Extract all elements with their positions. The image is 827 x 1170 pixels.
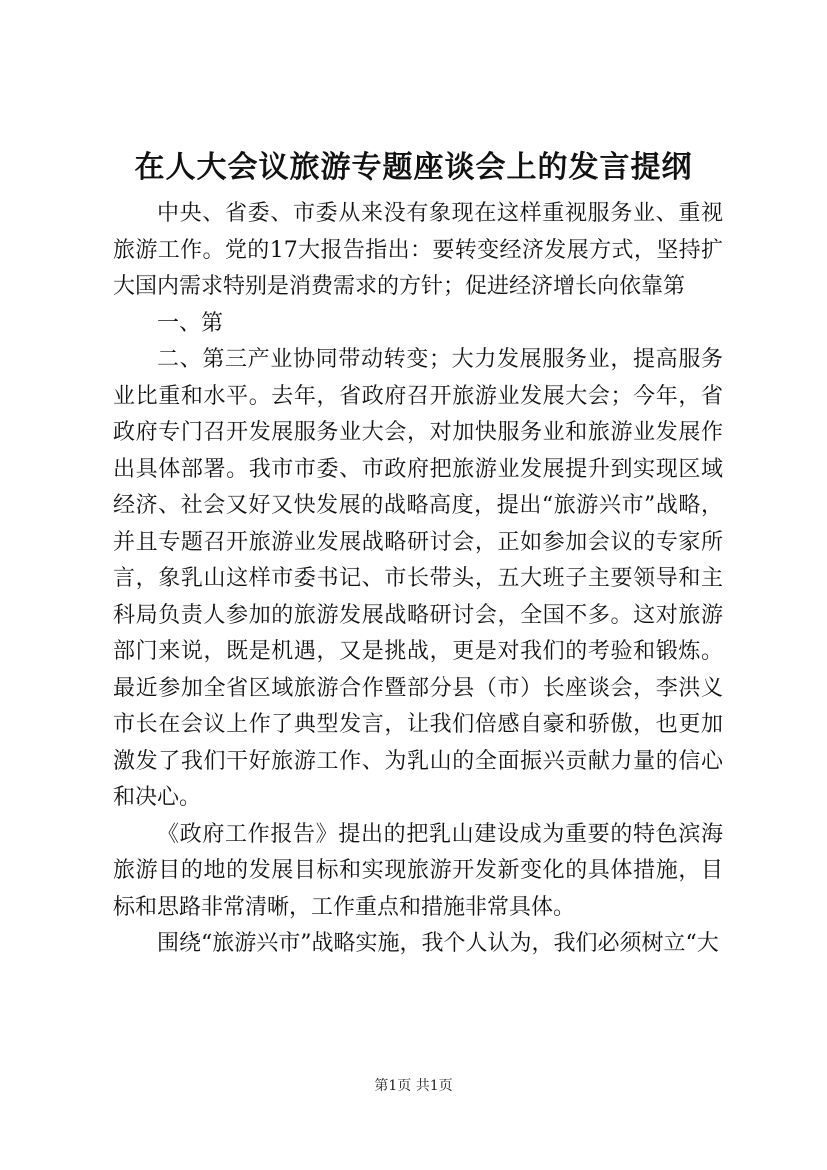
paragraph-tourism-strategy: 围绕“旅游兴市”战略实施，我个人认为，我们必须树立“大 <box>157 931 719 956</box>
paragraph-intro: 中央、省委、市委从来没有象现在这样重视服务业、重视旅游工作。党的17大报告指出：要转变经济发展方式，坚持扩大国内需求特别是消费需求的方针；促进经济增长向依靠第 <box>113 201 723 299</box>
document-body <box>113 196 723 963</box>
page-number-footer: 第1页 共1页 <box>374 1078 453 1094</box>
paragraph-government-report: 《政府工作报告》提出的把乳山建设成为重要的特色滨海旅游目的地的发展目标和实现旅游开发新变化的具体措施，目标和思路非常清晰，工作重点和措施非常具体。 <box>113 821 723 920</box>
document-title: 在人大会议旅游专题座谈会上的发言提纲 <box>134 150 693 185</box>
paragraph-section-one: 一、第 <box>157 310 224 336</box>
paragraph-section-two: 二、第三产业协同带动转变；大力发展服务业，提高服务业比重和水平。去年，省政府召开旅游业发展大会；今年，省政府专门召开发展服务业大会，对加快服务业和旅游业发展作出具体部署。我市市委、市政府把旅游业发展提升到实现区域经济、社会又好又快发展的战略高度，提出“旅游兴市”战略，并且专题召开旅游业发展战略研讨会，正如参加会议的专家所言，象乳山这样市委书记、市长带头，五大班子主要领导和主科局负责人参加的旅游发展战略研讨会，全国不多。这对旅游部门来说，既是机遇，又是挑战，更是对我们的考验和锻炼。最近参加全省区域旅游合作暨部分县（市）长座谈会，李洪义市长在会议上作了典型发言，让我们倍感自豪和骄傲，也更加激发了我们干好旅游工作、为乳山的全面振兴贡献力量的信心和决心。 <box>113 347 723 810</box>
